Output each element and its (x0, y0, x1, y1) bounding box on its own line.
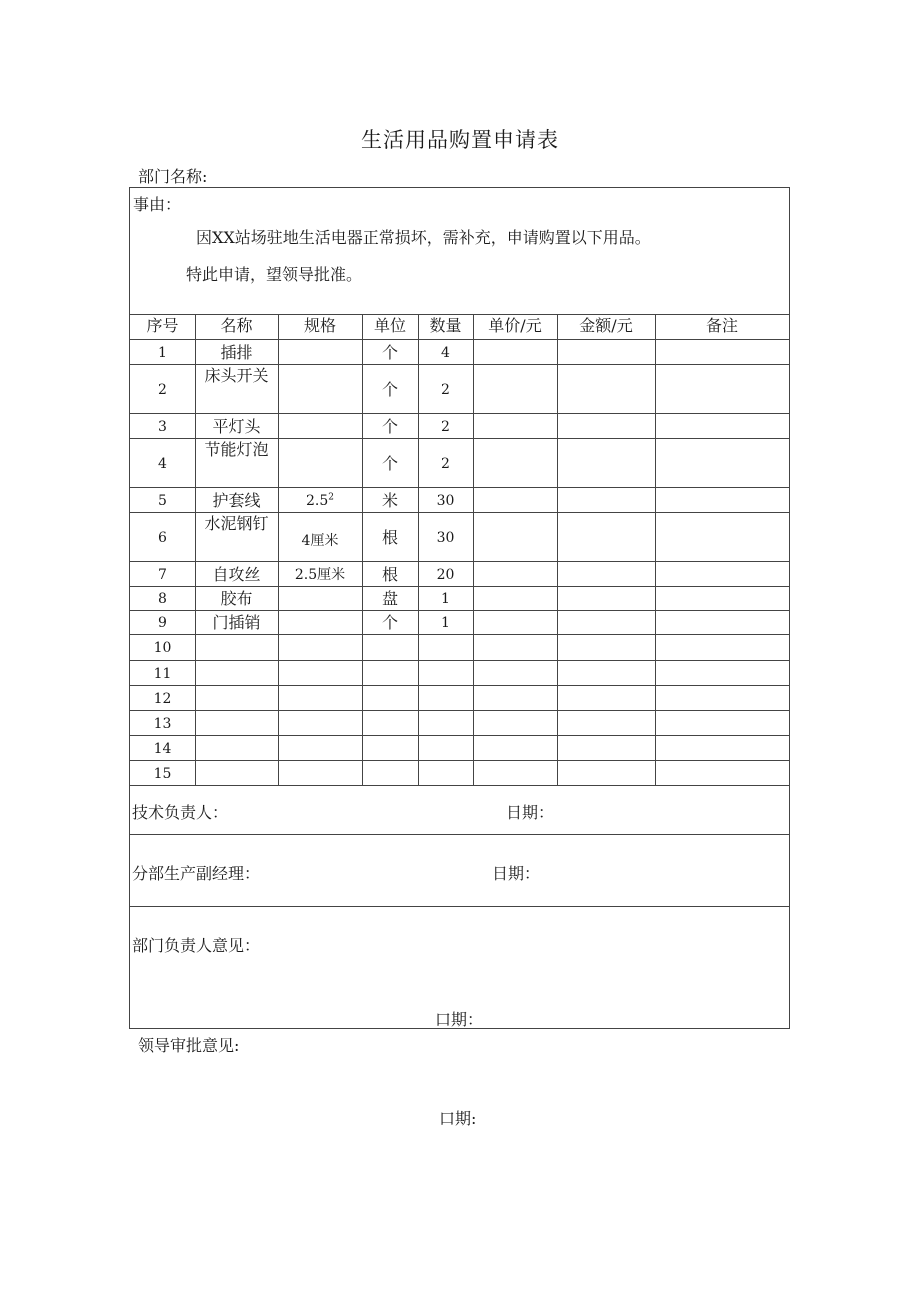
cell-unit: 盘 (381, 589, 398, 608)
reason-paragraph-1: 因XX站场驻地生活电器正常损坏，需补充，申请购置以下用品。 (196, 228, 651, 247)
table-row-divider (130, 512, 789, 513)
cell-no: 15 (153, 765, 172, 782)
page-title: 生活用品购置申请表 (361, 128, 559, 152)
table-cell-col-unit (362, 613, 418, 633)
table-header-col-amount: 金额/元 (579, 316, 633, 335)
cell-name: 门插销 (212, 613, 261, 632)
cell-no: 14 (153, 740, 172, 757)
table-row-divider (130, 634, 789, 635)
cell-no: 13 (153, 715, 172, 732)
table-cell-col-no (130, 714, 195, 734)
cell-unit: 根 (381, 564, 398, 584)
cell-name: 自攻丝 (212, 564, 261, 584)
cell-unit: 个 (381, 379, 398, 399)
table-cell-col-name (195, 514, 278, 534)
cell-qty: 2 (441, 381, 450, 398)
table-cell-col-unit (362, 454, 418, 474)
table-cell-col-no (130, 638, 195, 658)
application-form (129, 187, 790, 1029)
cell-unit: 米 (381, 490, 398, 510)
table-cell-col-no (130, 764, 195, 784)
leader-opinion-label: 领导审批意见: (138, 1036, 240, 1055)
table-cell-col-unit (362, 528, 418, 548)
table-cell-col-unit (362, 491, 418, 511)
table-cell-col-qty (418, 417, 473, 437)
table-cell-col-qty (418, 528, 473, 548)
table-cell-col-name (195, 589, 278, 609)
cell-name: 胶布 (220, 589, 253, 608)
table-header-col-spec: 规格 (303, 316, 336, 335)
table-row-divider (130, 487, 789, 488)
table-column-divider (655, 314, 656, 785)
cell-qty: 4 (441, 344, 450, 361)
table-cell-col-name (195, 491, 278, 511)
cell-unit: 个 (381, 416, 398, 436)
table-cell-col-no (130, 417, 195, 437)
table-cell-col-qty (418, 491, 473, 511)
table-cell-col-name (195, 343, 278, 363)
table-cell-col-no (130, 565, 195, 585)
table-cell-col-unit (362, 565, 418, 585)
deputy-manager-date-label: 日期： (492, 864, 541, 883)
table-cell-col-qty (418, 454, 473, 474)
dept-head-opinion-label: 部门负责人意见： (132, 936, 261, 955)
cell-qty: 2 (441, 455, 450, 472)
cell-no: 6 (158, 529, 167, 546)
cell-unit: 个 (381, 613, 398, 632)
table-row-divider (130, 586, 789, 587)
table-header-col-remark: 备注 (705, 316, 738, 335)
table-cell-col-name (195, 417, 278, 437)
table-column-divider (473, 314, 474, 785)
table-row-divider (130, 710, 789, 711)
table-cell-col-no (130, 739, 195, 759)
table-cell-col-no (130, 689, 195, 709)
table-cell-col-unit (362, 343, 418, 363)
table-header-col-unit: 单位 (373, 316, 406, 335)
table-row-divider (130, 610, 789, 611)
table-row-divider (130, 561, 789, 562)
cell-no: 8 (158, 591, 167, 607)
leader-date-label: 口期: (439, 1109, 477, 1128)
table-cell-col-name (195, 613, 278, 633)
cell-qty: 1 (441, 615, 450, 631)
table-cell-col-spec (278, 491, 362, 511)
table-cell-col-no (130, 491, 195, 511)
cell-qty: 30 (436, 492, 455, 509)
section-divider (130, 834, 789, 835)
table-cell-col-spec (278, 565, 362, 585)
table-cell-col-name (195, 565, 278, 585)
table-row-divider (130, 314, 789, 315)
cell-name: 床头开关 (204, 366, 269, 385)
table-cell-col-spec (278, 531, 362, 551)
table-row-divider (130, 339, 789, 340)
cell-qty: 30 (436, 529, 455, 546)
table-header-col-no: 序号 (146, 316, 179, 335)
table-cell-col-name (195, 366, 278, 386)
cell-qty: 20 (436, 566, 455, 583)
cell-name: 节能灯泡 (204, 440, 269, 459)
table-cell-col-name (195, 440, 278, 460)
table-cell-col-qty (418, 565, 473, 585)
cell-no: 11 (153, 665, 172, 682)
cell-no: 2 (158, 381, 167, 398)
table-row-divider (130, 364, 789, 365)
table-cell-col-qty (418, 613, 473, 633)
table-row-divider (130, 438, 789, 439)
cell-no: 12 (153, 690, 172, 707)
table-cell-col-no (130, 454, 195, 474)
table-column-divider (557, 314, 558, 785)
cell-no: 1 (158, 344, 167, 361)
table-header-col-name: 名称 (220, 316, 253, 335)
table-cell-col-no (130, 528, 195, 548)
cell-spec: 4厘米 (301, 532, 339, 549)
cell-name: 水泥钢钉 (204, 514, 269, 533)
cell-no: 3 (158, 418, 167, 435)
cell-name: 平灯头 (212, 416, 261, 436)
table-header-col-unit-price: 单价/元 (488, 316, 542, 335)
table-row-divider (130, 735, 789, 736)
reason-paragraph-2: 特此申请，望领导批准。 (186, 265, 363, 284)
cell-spec-superscript: 2 (328, 491, 334, 502)
table-cell-col-no (130, 589, 195, 609)
cell-unit: 根 (381, 527, 398, 547)
cell-name: 插排 (220, 342, 253, 362)
table-cell-col-unit (362, 589, 418, 609)
cell-spec: 2.5厘米 (294, 566, 346, 583)
table-cell-col-unit (362, 380, 418, 400)
table-cell-col-qty (418, 380, 473, 400)
cell-name: 护套线 (212, 490, 261, 510)
department-label: 部门名称: (138, 167, 208, 186)
section-divider (130, 906, 789, 907)
table-row-divider (130, 660, 789, 661)
table-cell-col-unit (362, 417, 418, 437)
tech-lead-date-label: 日期： (506, 803, 555, 822)
cell-no: 7 (158, 566, 167, 583)
table-row-divider (130, 413, 789, 414)
cell-no: 9 (158, 615, 167, 631)
table-cell-col-no (130, 613, 195, 633)
cell-no: 5 (158, 492, 167, 509)
reason-label: 事由： (133, 195, 182, 214)
table-cell-col-no (130, 664, 195, 684)
dept-head-date-label: 口期： (435, 1010, 484, 1029)
cell-qty: 1 (441, 591, 450, 607)
table-cell-col-no (130, 343, 195, 363)
cell-unit: 个 (381, 342, 398, 362)
cell-spec: 2.5 (306, 492, 329, 509)
table-header-col-qty: 数量 (429, 316, 462, 335)
cell-unit: 个 (381, 453, 398, 473)
table-row-divider (130, 785, 789, 786)
table-cell-col-no (130, 380, 195, 400)
tech-lead-label: 技术负责人： (132, 803, 229, 822)
deputy-manager-label: 分部生产副经理： (132, 864, 261, 883)
cell-qty: 2 (441, 418, 450, 435)
table-cell-col-qty (418, 589, 473, 609)
table-cell-col-qty (418, 343, 473, 363)
table-row-divider (130, 760, 789, 761)
table-row-divider (130, 685, 789, 686)
cell-no: 4 (158, 455, 167, 472)
cell-no: 10 (153, 640, 172, 656)
